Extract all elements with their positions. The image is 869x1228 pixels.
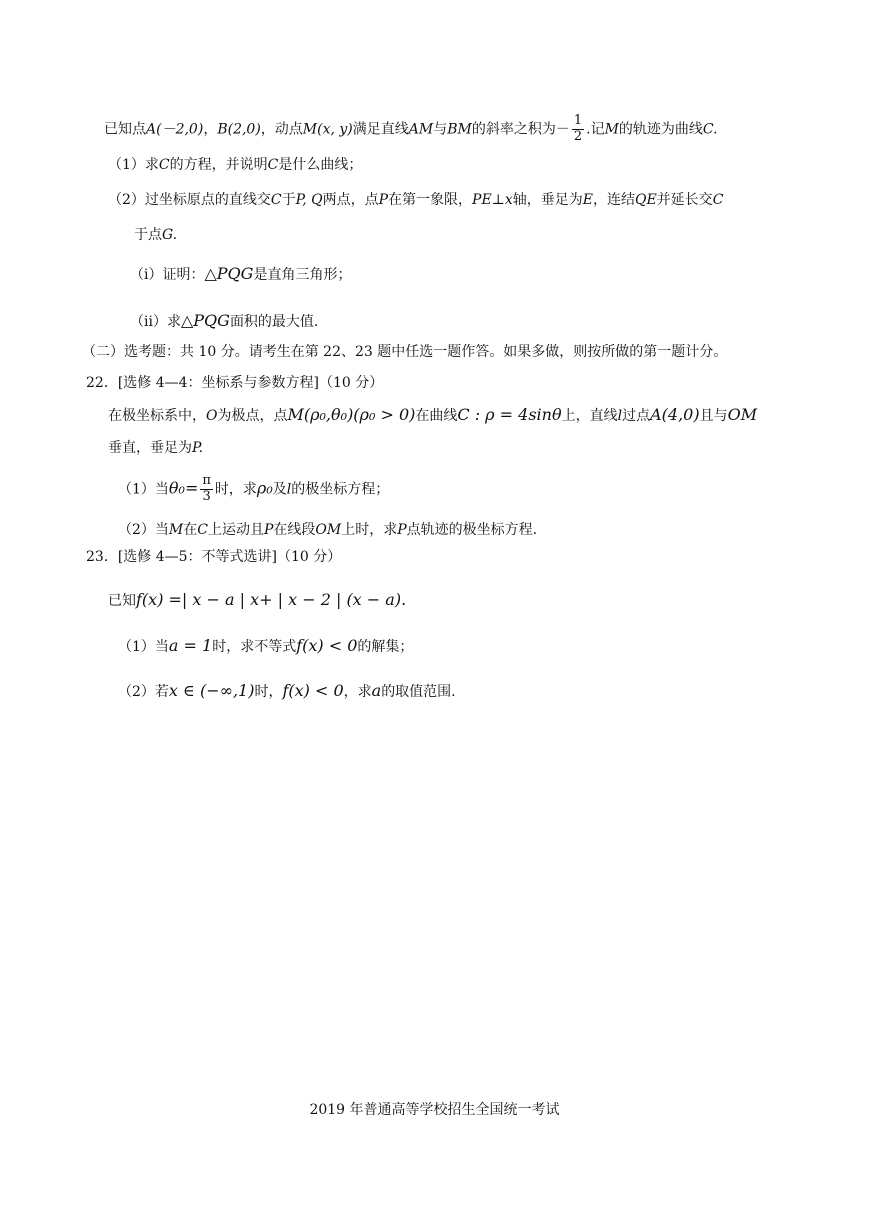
text: 是什么曲线； [278, 157, 363, 173]
numerator: 1 [573, 113, 583, 128]
text: 在曲线 [415, 408, 458, 424]
rho0: ρ₀ [256, 478, 273, 498]
text: 的解集； [357, 639, 414, 655]
text: 在线段 [273, 522, 316, 538]
var: l [617, 408, 623, 424]
var-a: a [371, 681, 382, 700]
text: 两点，点 [322, 192, 379, 208]
q22-title: 22．[选修 4—4：坐标系与参数方程]（10 分） [86, 375, 384, 391]
q21-part2-line1 [108, 192, 723, 209]
text: 的极坐标方程； [291, 481, 390, 498]
var: O [206, 408, 218, 424]
text: 及 [272, 481, 287, 498]
var: P. [192, 440, 204, 456]
text: 的取值范围. [381, 684, 456, 700]
text: 面积的最大值. [229, 314, 319, 330]
text: 是直角三角形； [253, 267, 352, 283]
text: 的方程，并说明 [169, 157, 268, 173]
text: （1）当 [118, 639, 169, 655]
q22-part2 [118, 522, 537, 539]
text: 轴，垂足为 [512, 192, 583, 208]
text: ， [203, 121, 218, 138]
var: P [263, 522, 274, 538]
text: 已知 [108, 593, 136, 609]
var: QE [634, 192, 657, 208]
var: C [158, 157, 170, 173]
text: （2）当 [118, 522, 169, 538]
var: C [267, 157, 279, 173]
q23-stem [108, 590, 406, 610]
segment-om: OM [727, 405, 758, 424]
line-am: AM [408, 121, 434, 138]
text: （2）过坐标原点的直线交 [108, 192, 271, 208]
var: P [397, 522, 407, 538]
text: 且与 [699, 408, 728, 424]
q23-part2 [118, 681, 456, 701]
section-optional-header: （二）选考题：共 10 分。请考生在第 22、23 题中任选一题作答。如果多做，则按所做的第一题计分。 [82, 344, 728, 360]
text: 于 [281, 192, 296, 208]
text: 时，求 [214, 481, 257, 498]
denominator: 3 [202, 488, 211, 504]
text: 垂直，垂足为 [108, 440, 192, 456]
denominator: 2 [573, 128, 583, 144]
point-b: B(2,0) [217, 121, 261, 138]
var: C [712, 192, 724, 208]
q21-part1 [108, 157, 362, 174]
var: P [378, 192, 389, 208]
var: l [286, 481, 292, 498]
a-equals-1: a = 1 [168, 636, 213, 655]
var: C [197, 522, 208, 538]
text: 于点 [134, 227, 162, 243]
var: x [504, 192, 513, 208]
line-bm: BM [447, 121, 472, 138]
point-a: A(－2,0) [146, 121, 204, 138]
q21-part2-ii [130, 311, 318, 331]
text: 上时，求 [341, 522, 398, 538]
text: （1）当 [118, 481, 169, 498]
q23-part1 [118, 636, 413, 656]
var: G. [162, 227, 178, 243]
text: 时， [254, 684, 283, 700]
text: 时，求不等式 [212, 639, 297, 655]
text: 的斜率之积为－ [471, 121, 570, 138]
text: 的轨迹为曲线 [618, 121, 703, 138]
text: 上运动且 [207, 522, 264, 538]
var: E [582, 192, 593, 208]
text: 已知点 [104, 121, 146, 138]
triangle-pqg: △PQG [180, 311, 230, 330]
text: 满足直线 [352, 121, 409, 138]
inequality: f(x) < 0 [282, 681, 344, 700]
q22-stem-line2 [108, 440, 203, 457]
fraction-one-half [572, 114, 584, 145]
text: 点轨迹的极坐标方程. [406, 522, 538, 538]
text: 在第一象限， [388, 192, 473, 208]
text: ，动点 [260, 121, 303, 138]
inequality: f(x) < 0 [296, 636, 358, 655]
point-a: A(4,0) [650, 405, 700, 424]
text: 在 [183, 522, 198, 538]
curve-c: C : ρ = 4sinθ [457, 405, 562, 424]
var: C. [702, 121, 718, 138]
q21-stem [104, 114, 718, 145]
page-footer: 2019 年普通高等学校招生全国统一考试 [309, 1102, 560, 1118]
var: M [604, 121, 619, 138]
text: ，求 [343, 684, 372, 700]
text: 与 [433, 121, 448, 138]
triangle-pqg: △PQG [204, 264, 254, 283]
text: （ii）求 [130, 314, 181, 330]
var: M [168, 522, 184, 538]
fraction-pi-over-3 [200, 474, 213, 505]
var: OM [315, 522, 342, 538]
text: （1）求 [108, 157, 159, 173]
theta0: θ₀= [168, 478, 199, 498]
text: ，连结 [592, 192, 635, 208]
text: 在极坐标系中， [108, 408, 206, 424]
function-f: f(x) =| x − a | x+ | x − 2 | (x − a). [136, 590, 407, 609]
text: （i）证明： [130, 267, 205, 283]
point-m: M(x, y) [302, 121, 353, 138]
q22-part1 [118, 474, 389, 505]
text: ⊥ [491, 192, 505, 208]
var: PE [472, 192, 492, 208]
text: 为极点，点 [217, 408, 288, 424]
text: .记 [586, 121, 605, 138]
text: （2）若 [118, 684, 169, 700]
q23-title: 23．[选修 4—5：不等式选讲]（10 分） [86, 549, 342, 565]
q21-part2-line2 [134, 227, 177, 244]
text: 并延长交 [656, 192, 713, 208]
point-m: M(ρ₀,θ₀)(ρ₀ > 0) [287, 405, 416, 424]
text: 过点 [622, 408, 651, 424]
domain: x ∈ (−∞,1) [168, 681, 255, 700]
var: C [270, 192, 282, 208]
numerator: π [202, 473, 211, 488]
q22-stem-line1 [108, 405, 757, 425]
text: 上，直线 [561, 408, 618, 424]
var: P, Q [295, 192, 323, 208]
q21-part2-i [130, 264, 351, 284]
